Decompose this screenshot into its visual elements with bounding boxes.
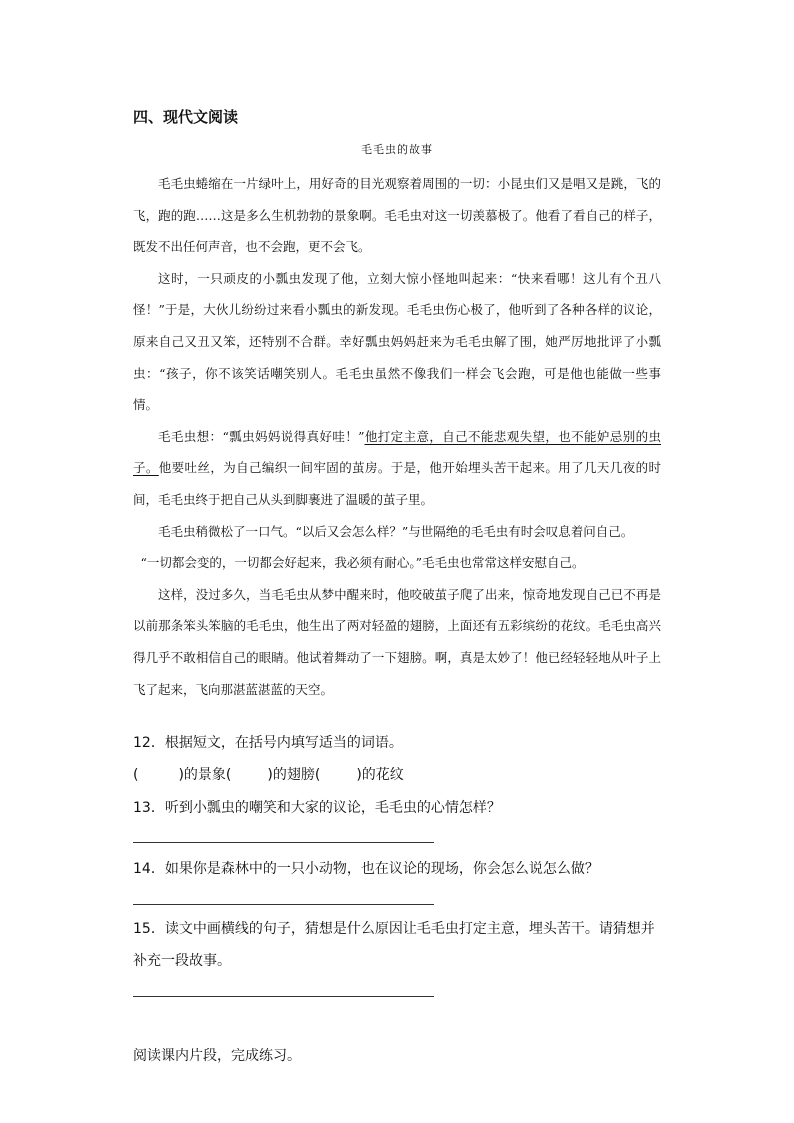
- passage-paragraph-2: 这时，一只顽皮的小瓢虫发现了他，立刻大惊小怪地叫起来：“快来看哪！这儿有个丑八怪！”于是，大伙儿纷纷过来看小瓢虫的新发现。毛毛虫伤心极了，他听到了各种各样的议论，原来自己又丑又笨，还特别不合群。幸好瓢虫妈妈赶来为毛毛虫解了围，她严厉地批评了小瓢虫：“孩子，你不该笑话嘲笑别人。毛毛虫虽然不像我们一样会飞会跑，可是他也能做一些事情。: [133, 270, 661, 413]
- paragraph-3-rest: 他要吐丝，为自己编织一间牢固的茧房。于是，他开始埋头苦干起来。用了几天几夜的时间，毛毛虫终于把自己从头到脚裹进了温暖的茧子里。: [133, 460, 661, 507]
- passage-paragraph-4: 毛毛虫稍微松了一口气。“以后又会怎么样？”与世隔绝的毛毛虫有时会叹息着问自己。: [158, 523, 634, 539]
- question-12-blanks: [133, 764, 404, 784]
- answer-line-14[interactable]: [133, 904, 434, 905]
- reading-passage: [133, 168, 661, 705]
- footer-instruction: 阅读课内片段，完成练习。: [133, 1048, 301, 1064]
- passage-paragraph-1: 毛毛虫蜷缩在一片绿叶上，用好奇的目光观察着周围的一切：小昆虫们又是唱又是跳，飞的飞，跑的跑……这是多么生机勃勃的景象啊。毛毛虫对这一切羡慕极了。他看了看自己的样子，既发不出任何声音，也不会跑，更不会飞。: [133, 176, 661, 255]
- passage-paragraph-3: [133, 421, 661, 516]
- question-15: 15．读文中画横线的句子，猜想是什么原因让毛毛虫打定主意，埋头苦干。请猜想并补充一段故事。: [133, 921, 655, 969]
- question-14: 14．如果你是森林中的一只小动物，也在议论的现场，你会怎么说怎么做？: [133, 861, 599, 877]
- section-title: 四、现代文阅读: [133, 108, 239, 126]
- blank-1-open: (: [133, 767, 139, 783]
- underlined-sentence: 他打定主意，自己不能悲观失望，也不能妒忌别的虫子。: [133, 428, 661, 476]
- passage-paragraph-6: 这样，没过多久，当毛毛虫从梦中醒来时，他咬破茧子爬了出来，惊奇地发现自己已不再是以前那条笨头笨脑的毛毛虫，他生出了两对轻盈的翅膀，上面还有五彩缤纷的花纹。毛毛虫高兴得几乎不敢相信自己的眼睛。他试着舞动了一下翅膀。啊，真是太妙了！他已经轻轻地从叶子上飞了起来，飞向那湛蓝湛蓝的天空。: [133, 586, 661, 697]
- answer-line-15[interactable]: [133, 996, 434, 997]
- answer-line-13[interactable]: [133, 842, 434, 843]
- paragraph-3-intro: 毛毛虫想：“瓢虫妈妈说得真好哇！”: [158, 428, 365, 444]
- story-title: 毛毛虫的故事: [361, 143, 433, 156]
- blank-1-close: )的景象(: [178, 767, 232, 783]
- blank-2-close: )的翅膀(: [267, 767, 321, 783]
- passage-paragraph-5: “一切都会变的，一切都会好起来，我必须有耐心。”毛毛虫也常常这样安慰自己。: [140, 555, 585, 571]
- blank-3-close: )的花纹: [356, 767, 404, 783]
- question-12: 12．根据短文，在括号内填写适当的词语。: [133, 735, 403, 751]
- question-13: 13．听到小瓢虫的嘲笑和大家的议论，毛毛虫的心情怎样？: [133, 800, 501, 816]
